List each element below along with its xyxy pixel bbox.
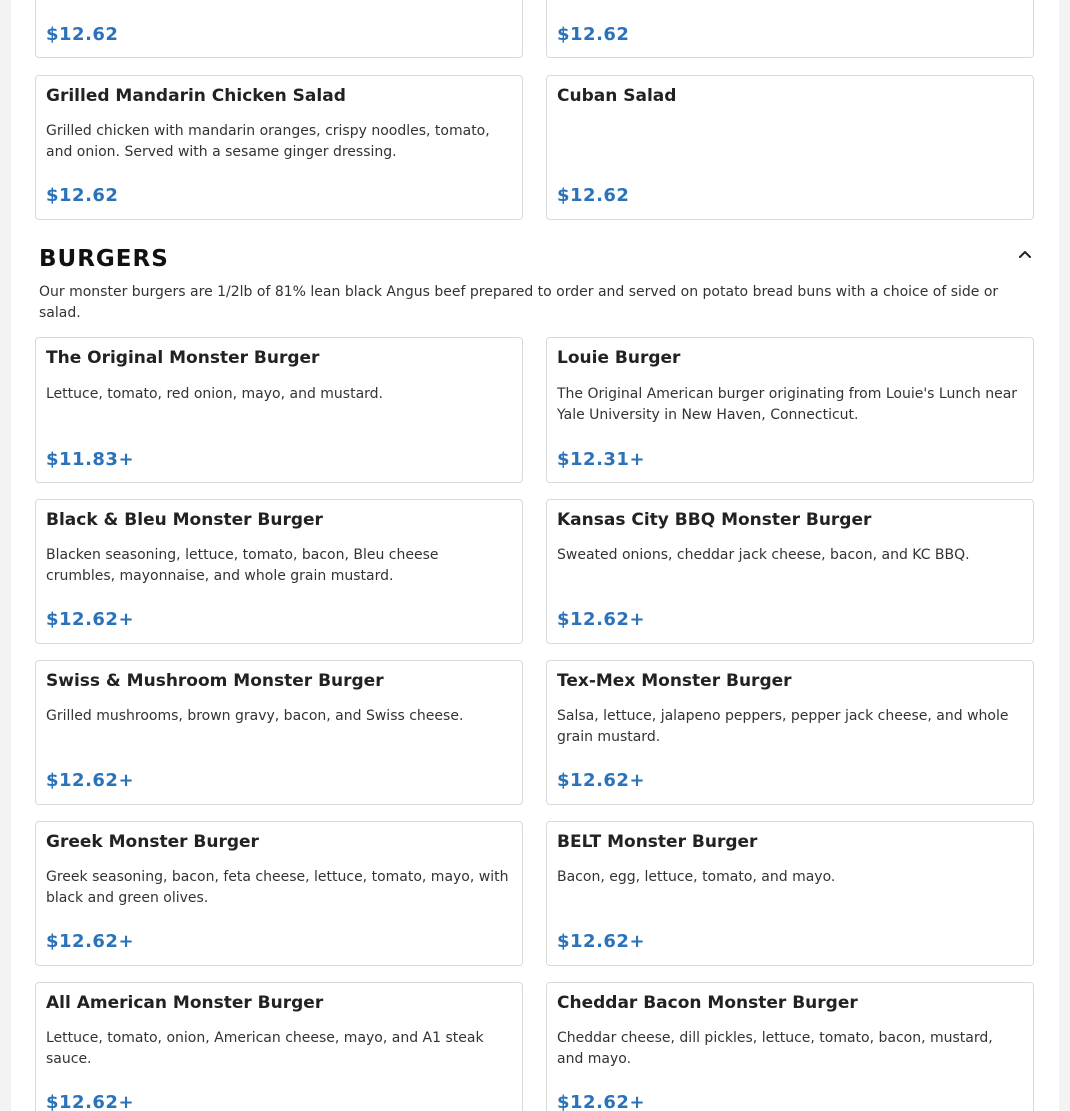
- menu-item-card[interactable]: [546, 0, 1034, 58]
- item-description: The Original American burger originating from Louie's Lunch near Yale University in New Haven, Connecticut.: [557, 386, 1018, 423]
- item-price: $12.62+: [557, 770, 646, 791]
- item-price: $12.62: [46, 185, 119, 206]
- menu-item-card[interactable]: [35, 821, 523, 966]
- item-description: Grilled chicken with mandarin oranges, crispy noodles, tomato, and onion. Served with a sesame ginger dressing.: [46, 123, 490, 160]
- menu-item-card[interactable]: [35, 75, 523, 220]
- item-price: $11.83+: [46, 449, 135, 470]
- menu-item-card[interactable]: [546, 499, 1034, 644]
- item-description: Cheddar cheese, dill pickles, lettuce, tomato, bacon, mustard, and mayo.: [557, 1030, 993, 1067]
- item-price: $12.62+: [46, 1092, 135, 1111]
- item-description: Greek seasoning, bacon, feta cheese, lettuce, tomato, mayo, with black and green olives.: [46, 869, 509, 906]
- item-price: $12.62+: [557, 609, 646, 630]
- menu-item-card[interactable]: [35, 337, 523, 483]
- item-price: $12.62: [557, 185, 630, 206]
- item-name: Cheddar Bacon Monster Burger: [557, 993, 858, 1013]
- item-price: $12.62+: [46, 931, 135, 952]
- item-description: Blacken seasoning, lettuce, tomato, bacon, Bleu cheese crumbles, mayonnaise, and whole grain mustard.: [46, 547, 439, 584]
- menu-item-card[interactable]: [546, 75, 1034, 220]
- item-price: $12.62+: [46, 770, 135, 791]
- section-description: Our monster burgers are 1/2lb of 81% lean black Angus beef prepared to order and served on potato bread buns with a choice of side or salad.: [39, 284, 999, 321]
- item-price: $12.31+: [557, 449, 646, 470]
- item-description: Salsa, lettuce, jalapeno peppers, pepper jack cheese, and whole grain mustard.: [557, 708, 1009, 745]
- menu-item-card[interactable]: [546, 821, 1034, 966]
- item-name: Greek Monster Burger: [46, 832, 259, 852]
- item-price: $12.62: [557, 24, 630, 45]
- item-name: BELT Monster Burger: [557, 832, 758, 852]
- item-description: Lettuce, tomato, red onion, mayo, and mustard.: [46, 386, 383, 402]
- item-description: Bacon, egg, lettuce, tomato, and mayo.: [557, 869, 836, 885]
- item-price: $12.62+: [557, 931, 646, 952]
- item-price: $12.62: [46, 24, 119, 45]
- menu-item-card[interactable]: [35, 982, 523, 1111]
- item-name: Kansas City BBQ Monster Burger: [557, 510, 872, 530]
- item-description: Sweated onions, cheddar jack cheese, bacon, and KC BBQ.: [557, 547, 970, 563]
- item-price: $12.62+: [557, 1092, 646, 1111]
- item-description: Lettuce, tomato, onion, American cheese, mayo, and A1 steak sauce.: [46, 1030, 484, 1067]
- item-name: Black & Bleu Monster Burger: [46, 510, 323, 530]
- item-name: Swiss & Mushroom Monster Burger: [46, 671, 384, 691]
- item-name: All American Monster Burger: [46, 993, 324, 1013]
- item-name: Tex-Mex Monster Burger: [557, 671, 792, 691]
- menu-item-card[interactable]: [546, 982, 1034, 1111]
- menu-page: [11, 0, 1059, 1111]
- section-title: BURGERS: [39, 246, 169, 272]
- menu-item-card[interactable]: [35, 660, 523, 805]
- menu-item-card[interactable]: [546, 660, 1034, 805]
- item-name: Grilled Mandarin Chicken Salad: [46, 86, 346, 106]
- menu-item-card[interactable]: [35, 499, 523, 644]
- item-name: Louie Burger: [557, 348, 681, 368]
- item-name: The Original Monster Burger: [46, 348, 320, 368]
- item-price: $12.62+: [46, 609, 135, 630]
- item-description: Grilled mushrooms, brown gravy, bacon, and Swiss cheese.: [46, 708, 464, 724]
- menu-item-card[interactable]: [546, 337, 1034, 483]
- menu-item-card[interactable]: [35, 0, 523, 58]
- chevron-up-icon[interactable]: [1013, 243, 1037, 265]
- item-name: Cuban Salad: [557, 86, 677, 106]
